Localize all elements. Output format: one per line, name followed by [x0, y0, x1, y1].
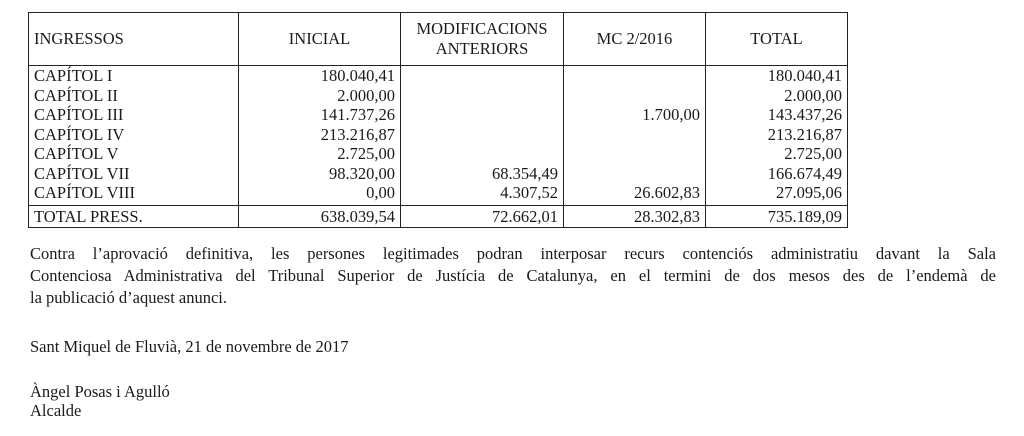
cell-modificacions: [401, 125, 564, 145]
cell-mc: [564, 86, 706, 106]
place-date: Sant Miquel de Fluvià, 21 de novembre de 2017: [30, 337, 349, 356]
row-label: CAPÍTOL II: [29, 86, 239, 106]
cell-mc: [564, 125, 706, 145]
table-row: [29, 125, 848, 145]
header-inicial: INICIAL: [239, 13, 401, 66]
row-label: CAPÍTOL V: [29, 144, 239, 164]
header-modificacions-line1: MODIFICACIONS: [416, 19, 548, 38]
cell-mc: 26.602,83: [564, 183, 706, 205]
cell-inicial: 2.000,00: [239, 86, 401, 106]
paragraph-line-1: Contra l’aprovació definitiva, les persones legitimades podran interposar recurs contenciós administratiu davant la Sala: [30, 244, 996, 263]
paragraph-line-2: Contenciosa Administrativa del Tribunal Superior de Justícia de Catalunya, en el termini de dos mesos des de l’endemà de: [30, 266, 996, 285]
header-ingressos: INGRESSOS: [29, 13, 239, 66]
table-row: [29, 66, 848, 86]
table-row: [29, 144, 848, 164]
paragraph-line-3: la publicació d’aquest anunci.: [30, 288, 228, 307]
cell-total: 2.725,00: [706, 144, 848, 164]
signatory-name: Àngel Posas i Agulló: [30, 382, 170, 401]
cell-modificacions: [401, 86, 564, 106]
cell-mc: [564, 66, 706, 86]
header-modificacions-line2: ANTERIORS: [435, 39, 529, 58]
row-label: CAPÍTOL III: [29, 105, 239, 125]
total-total: 735.189,09: [706, 205, 848, 227]
cell-mc: [564, 144, 706, 164]
budget-table: [28, 12, 848, 228]
appeal-paragraph: [30, 243, 996, 309]
table-row: [29, 86, 848, 106]
table-row: [29, 164, 848, 184]
table-row: [29, 105, 848, 125]
cell-total: 213.216,87: [706, 125, 848, 145]
cell-inicial: 141.737,26: [239, 105, 401, 125]
cell-total: 166.674,49: [706, 164, 848, 184]
cell-total: 143.437,26: [706, 105, 848, 125]
row-label: CAPÍTOL VIII: [29, 183, 239, 205]
cell-inicial: 213.216,87: [239, 125, 401, 145]
cell-modificacions: [401, 105, 564, 125]
signatory-role: Alcalde: [30, 401, 82, 420]
cell-mc: [564, 164, 706, 184]
cell-total: 2.000,00: [706, 86, 848, 106]
cell-modificacions: 4.307,52: [401, 183, 564, 205]
total-modificacions: 72.662,01: [401, 205, 564, 227]
cell-mc: 1.700,00: [564, 105, 706, 125]
table-total-row: [29, 205, 848, 227]
row-label: CAPÍTOL VII: [29, 164, 239, 184]
header-total: TOTAL: [706, 13, 848, 66]
cell-inicial: 180.040,41: [239, 66, 401, 86]
table-row: [29, 183, 848, 205]
cell-modificacions: [401, 66, 564, 86]
header-modificacions-anteriors: [401, 13, 564, 66]
cell-inicial: 0,00: [239, 183, 401, 205]
cell-modificacions: [401, 144, 564, 164]
row-label: CAPÍTOL IV: [29, 125, 239, 145]
row-label: CAPÍTOL I: [29, 66, 239, 86]
total-inicial: 638.039,54: [239, 205, 401, 227]
cell-total: 27.095,06: [706, 183, 848, 205]
cell-total: 180.040,41: [706, 66, 848, 86]
cell-modificacions: 68.354,49: [401, 164, 564, 184]
total-mc: 28.302,83: [564, 205, 706, 227]
header-mc-2016: MC 2/2016: [564, 13, 706, 66]
total-label: TOTAL PRESS.: [29, 205, 239, 227]
cell-inicial: 98.320,00: [239, 164, 401, 184]
cell-inicial: 2.725,00: [239, 144, 401, 164]
table-header-row: [29, 13, 848, 66]
